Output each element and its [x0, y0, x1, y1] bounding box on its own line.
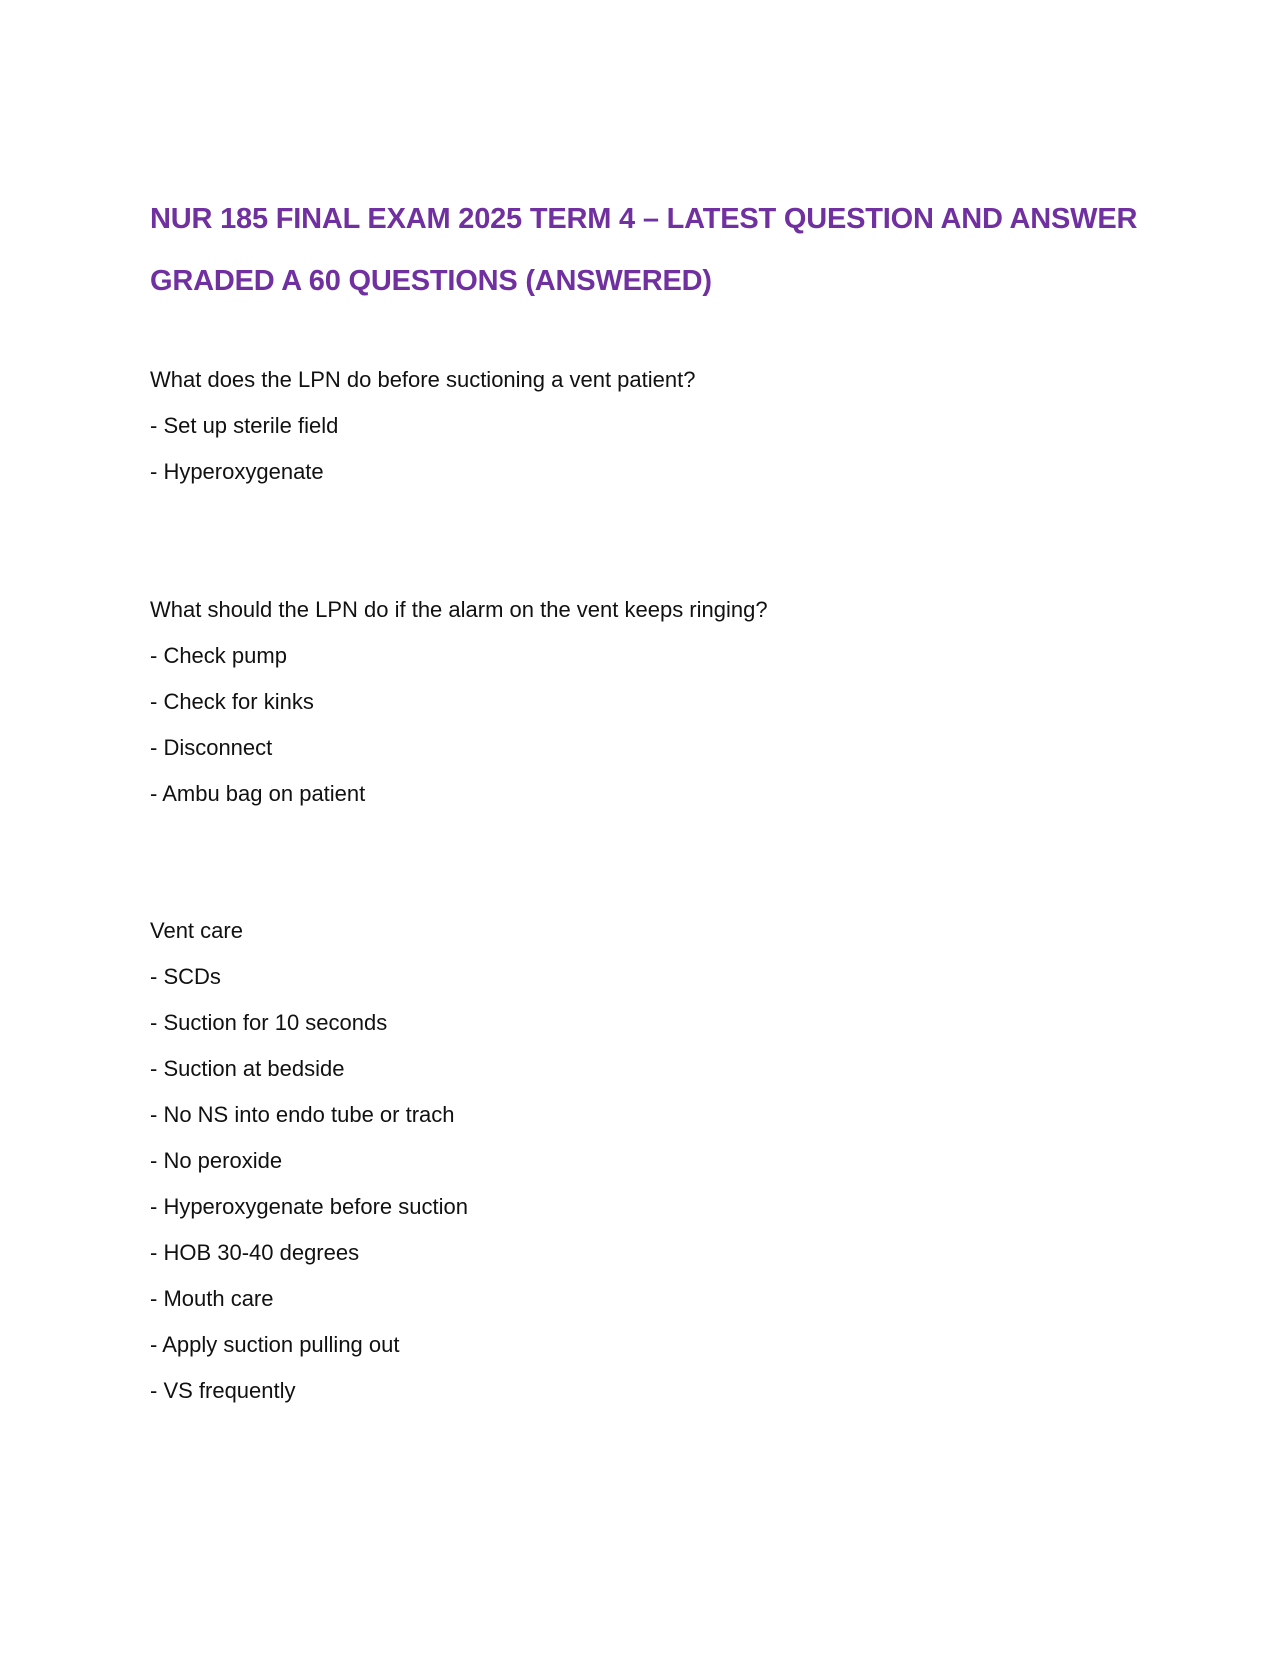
answer-item: - No NS into endo tube or trach: [150, 1102, 455, 1127]
answer-item: - Disconnect: [150, 735, 273, 760]
answer-item: - Apply suction pulling out: [150, 1332, 400, 1357]
question-heading: What does the LPN do before suctioning a vent patient?: [150, 367, 696, 392]
answer-item: - Suction at bedside: [150, 1056, 345, 1081]
title-line-1: NUR 185 FINAL EXAM 2025 TERM 4 – LATEST QUESTION AND ANSWER: [150, 203, 1138, 235]
answer-item: - Ambu bag on patient: [150, 781, 366, 806]
answer-item: - Mouth care: [150, 1286, 274, 1311]
title-line-2: GRADED A 60 QUESTIONS (ANSWERED): [150, 265, 712, 297]
answer-item: - Check for kinks: [150, 689, 314, 714]
answer-item: - Set up sterile field: [150, 413, 339, 438]
answer-item: - Suction for 10 seconds: [150, 1010, 388, 1035]
document-title: [150, 188, 1150, 312]
answer-item: - Check pump: [150, 643, 287, 668]
answer-item: - SCDs: [150, 964, 221, 989]
answer-item: - HOB 30-40 degrees: [150, 1240, 360, 1265]
answer-item: - No peroxide: [150, 1148, 283, 1173]
question-heading: Vent care: [150, 918, 243, 943]
question-section-1: [150, 357, 1050, 495]
question-section-3: [150, 908, 1050, 1414]
question-heading: What should the LPN do if the alarm on the vent keeps ringing?: [150, 597, 768, 622]
answer-item: - VS frequently: [150, 1378, 296, 1403]
question-section-2: [150, 587, 1050, 817]
answer-item: - Hyperoxygenate: [150, 459, 324, 484]
answer-item: - Hyperoxygenate before suction: [150, 1194, 468, 1219]
